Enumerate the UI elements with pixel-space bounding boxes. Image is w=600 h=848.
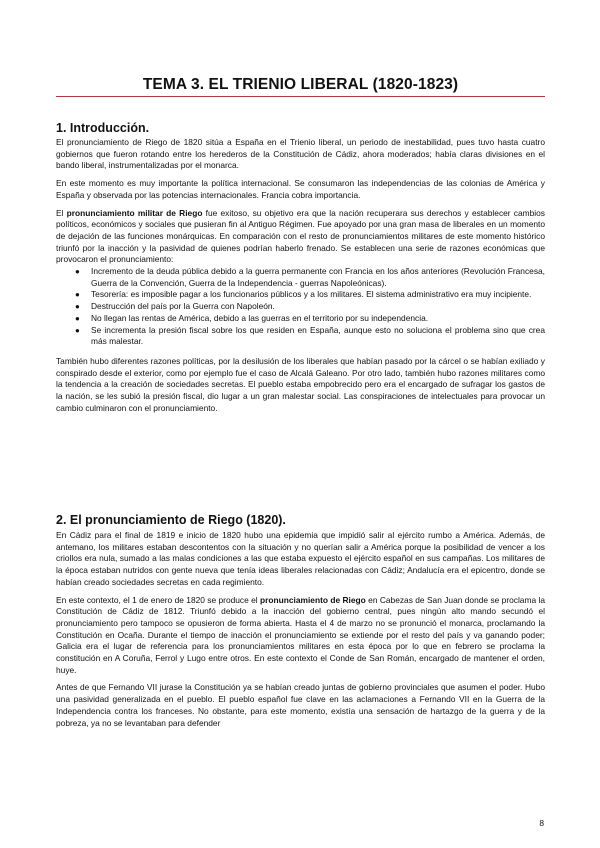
page-title: TEMA 3. EL TRIENIO LIBERAL (1820-1823)	[142, 76, 459, 93]
bold-term: pronunciamiento de Riego	[260, 594, 366, 605]
paragraph: Antes de que Fernando VII jurase la Constitución ya se habían creado juntas de gobierno provinciales que asumen el poder. Hubo una pasividad generalizada en el pueblo. El pueblo español fue clave en las aclamaciones a Fernando VII en la Guerra de la Independencia contra los franceses. No obstante, para este momento, existía una sensación de hartazgo de la guerra y de la pobreza, ya no se levantaban para defender	[56, 682, 545, 728]
list-item: ● Tesorería: es imposible pagar a los funcionarios públicos y a los militares. El sistema administrativo era muy incipiente.	[75, 289, 532, 300]
paragraph: En Cádiz para el final de 1819 e inicio de 1820 hubo una epidemia que impidió salir al ejército rumbo a América. Además, de antemano, los militares estaban descontentos con la situación y no querían salir a América porque la posibilidad de vencer a los criollos era nula, sumado a las malas condiciones a las que estaba expuesto el ejército español en sus campañas. Los militares de la época estaban nutridos con gente nueva que tenía ideas liberales relacionadas con Cádiz; Andalucía era el epicentro, donde se habían creado sociedades secretas en cada regimiento.	[56, 530, 545, 587]
section-1-heading: 1. Introducción.	[56, 121, 150, 135]
reasons-list	[56, 266, 545, 348]
section-2-body	[56, 530, 545, 729]
list-item: ● Se incrementa la presión fiscal sobre los que residen en España, aunque esto no soluciona el problema sino que crea más malestar.	[75, 324, 545, 347]
section-2-heading: 2. El pronunciamiento de Riego (1820).	[56, 513, 286, 527]
bold-term: pronunciamiento militar de Riego	[66, 207, 203, 218]
list-item: ● No llegan las rentas de América, debido a las guerras en el territorio por su independencia.	[75, 312, 429, 323]
page-number: 8	[539, 818, 544, 828]
section-1-body	[56, 137, 545, 414]
paragraph: También hubo diferentes razones políticas, por la desilusión de los liberales que habían pasado por la cárcel o se habían exiliado y conspirado desde el exterior, como por ejemplo fue el caso de Alcalá Galeano. Por otro lado, también hubo razones militares como la tendencia a la creación de sociedades secretas. El pueblo estaba empobrecido pero era el encargado de sufragar los gastos de la nación, se les subió la presión fiscal, dio lugar a un gran malestar social. Las conspiraciones de intelectuales para provocar un cambio culminaron con el pronunciamiento.	[56, 355, 545, 413]
title-underline	[56, 96, 545, 97]
list-item: ● Destrucción del país por la Guerra con Napoleón.	[75, 301, 275, 312]
list-item: ● Incremento de la deuda pública debido a la guerra permanente con Francia en los años anteriores (Revolución Francesa, Guerra de la Convención, Guerra de la Independencia - guerras Napoleónicas).	[75, 266, 545, 288]
paragraph: El pronunciamiento militar de Riego fue exitoso, su objetivo era que la nación recuperara sus derechos y establecer cambios políticos, económicos y sociales que pusieran fin al Antiguo Régimen. Fue apoyado por una gran masa de liberales en un momento de dejación de las funciones monárquicas. En comparación con el resto de pronunciamientos militares de este momento histórico triunfó por la inacción y la pasividad de quienes podrían haberlo frenado. Se establecen una serie de razones económicas que provocaron el pronunciamiento:	[56, 207, 545, 265]
paragraph: En este momento es muy importante la política internacional. Se consumaron las independencias de las colonias de América y España y observada por las potencias internacionales. Francia cobra importancia.	[56, 178, 545, 200]
paragraph: El pronunciamiento de Riego de 1820 sitúa a España en el Trienio liberal, un periodo de inestabilidad, pues tuvo hasta cuatro gobiernos que fueron rotando entre los herederos de la Constitución de Cádiz, ahora moderados; había claras divisiones en el bando liberal, instrumentalizadas por el monarca.	[56, 137, 545, 171]
paragraph: En este contexto, el 1 de enero de 1820 se produce el pronunciamiento de Riego en Cabezas de San Juan donde se proclama la Constitución de Cádiz de 1812. Triunfó debido a la inacción del gobierno central, pues ningún alto mando secundó el pronunciamiento pero tampoco se opusieron de forma abierta. Hasta el 4 de marzo no se pronunció el monarca, proclamando la Constitución en Ocaña. Durante el tiempo de inacción el pronunciamiento se extiende por el resto del país y va ganando poder; Galicia era el lugar de referencia para los pronunciamientos militares en esta época por lo que en febrero se proclama la constitución en A Coruña, Ferrol y Lugo entre otros. En este contexto el Conde de San Román, encargado de mantener el orden, huye.	[56, 594, 545, 675]
